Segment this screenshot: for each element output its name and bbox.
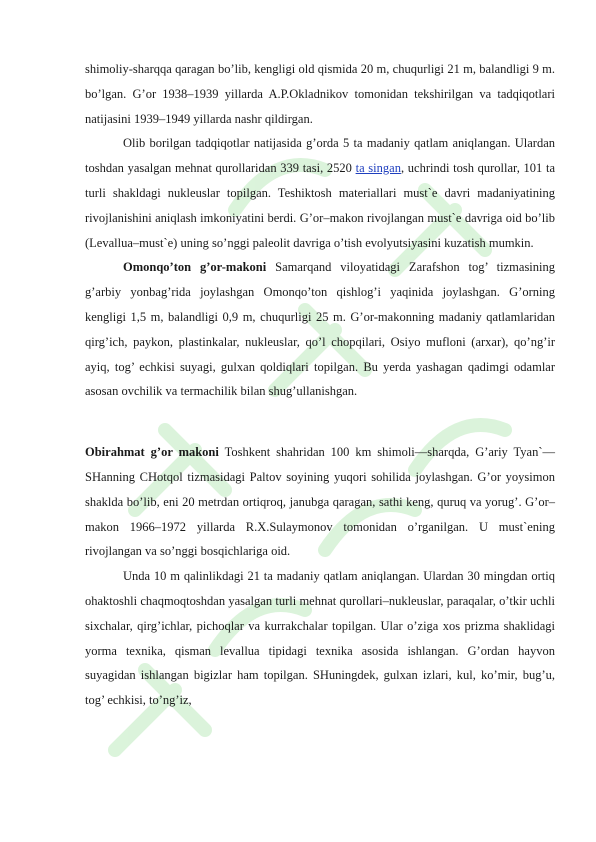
section-gap: [85, 404, 555, 440]
paragraph-3-body: Samarqand viloyatidagi Zarafshon tog’ tizmasining g’arbiy yonbag’rida joylashgan Omonqo’ton qishlog’i yaqinida joylashgan. G’orning kengligi 1,5 m, balandligi 0,9 m, chuqurligi 25 m. G’or-makonning madaniy qatlamlaridan qirg’ich, paykon, plastinkalar, nukleuslar, qo’l chopqilari, Osiyo mufloni (arxar), qo’ng’ir ayiq, tog’ echkisi suyagi, gulxan qoldiqlari topilgan. Bu yerda yashagan qadimgi odamlar asosan ovchilik va termachilik bilan shug’ullanishgan.: [85, 260, 555, 399]
document-body: [85, 57, 555, 713]
paragraph-1: shimoliy-sharqqa qaragan bo’lib, kengligi old qismida 20 m, chuqurligi 21 m, balandligi 9 m. bo’lgan. G’or 1938–1939 yillarda A.P.Okladnikov tomonidan tekshirilgan va tadqiqotlari natijasini 1939–1949 yillarda nashr qildirgan.: [85, 62, 555, 126]
paragraph-2-text-b: , uchrindi tosh qurollar, 101 ta turli shakldagi nukleuslar topilgan. Teshiktosh materiallari must`e davri madaniyatining rivojlanishini aniqlash imkoniyatini berdi. G’or–makon rivojlangan must`e davriga oid bo’lib (Levallua–must`e) uning so’nggi paleolit davriga o’tish evolyutsiyasini kuzatish mumkin.: [85, 161, 555, 250]
omonqoton-title: Omonqo’ton g’or-makoni: [123, 260, 267, 275]
ta-singan-link[interactable]: ta singan: [355, 161, 401, 176]
paragraph-4: [85, 440, 555, 564]
paragraph-4-body: Toshkent shahridan 100 km shimoli—sharqda, G’ariy Tyan`—SHanning CHotqol tizmasidagi Paltov soyining yuqori sohilida joylashgan. G’or yoysimon shaklda bo’lib, eni 20 metrdan ortiqroq, janubga qaragan, sathi keng, quruq va yorug’. G’or–makon 1966–1972 yillarda R.X.Sulaymonov tomonidan o’rganilgan. U must`ening rivojlangan va so’nggi bosqichlariga oid.: [85, 445, 555, 559]
paragraph-2-text-a: Olib borilgan tadqiqotlar natijasida g’orda 5 ta madaniy qatlam aniqlangan. Ulardan toshdan yasalgan mehnat qurollaridan 339 tasi, 2520: [85, 136, 555, 176]
paragraph-3: [85, 255, 555, 404]
obirahmat-title: Obirahmat g’or makoni: [85, 445, 219, 460]
paragraph-2: [85, 131, 555, 255]
paragraph-5: Unda 10 m qalinlikdagi 21 ta madaniy qatlam aniqlangan. Ulardan 30 mingdan ortiq ohaktoshli chaqmoqtoshdan yasalgan turli mehnat qurollari–nukleuslar, paraqalar, o’tkir uchli sixchalar, qirg’ichlar, pichoqlar va kurrakchalar topilgan. Ular o’ziga xos prizma shaklidagi yorma texnika, qisman levallua tipidagi texnika asosida ishlangan. G’ordan hayvon suyagidan ishlangan bigizlar ham topilgan. SHuningdek, gulxan izlari, kul, ko’mir, bug’u, tog’ echkisi, to’ng’iz,: [85, 569, 555, 708]
